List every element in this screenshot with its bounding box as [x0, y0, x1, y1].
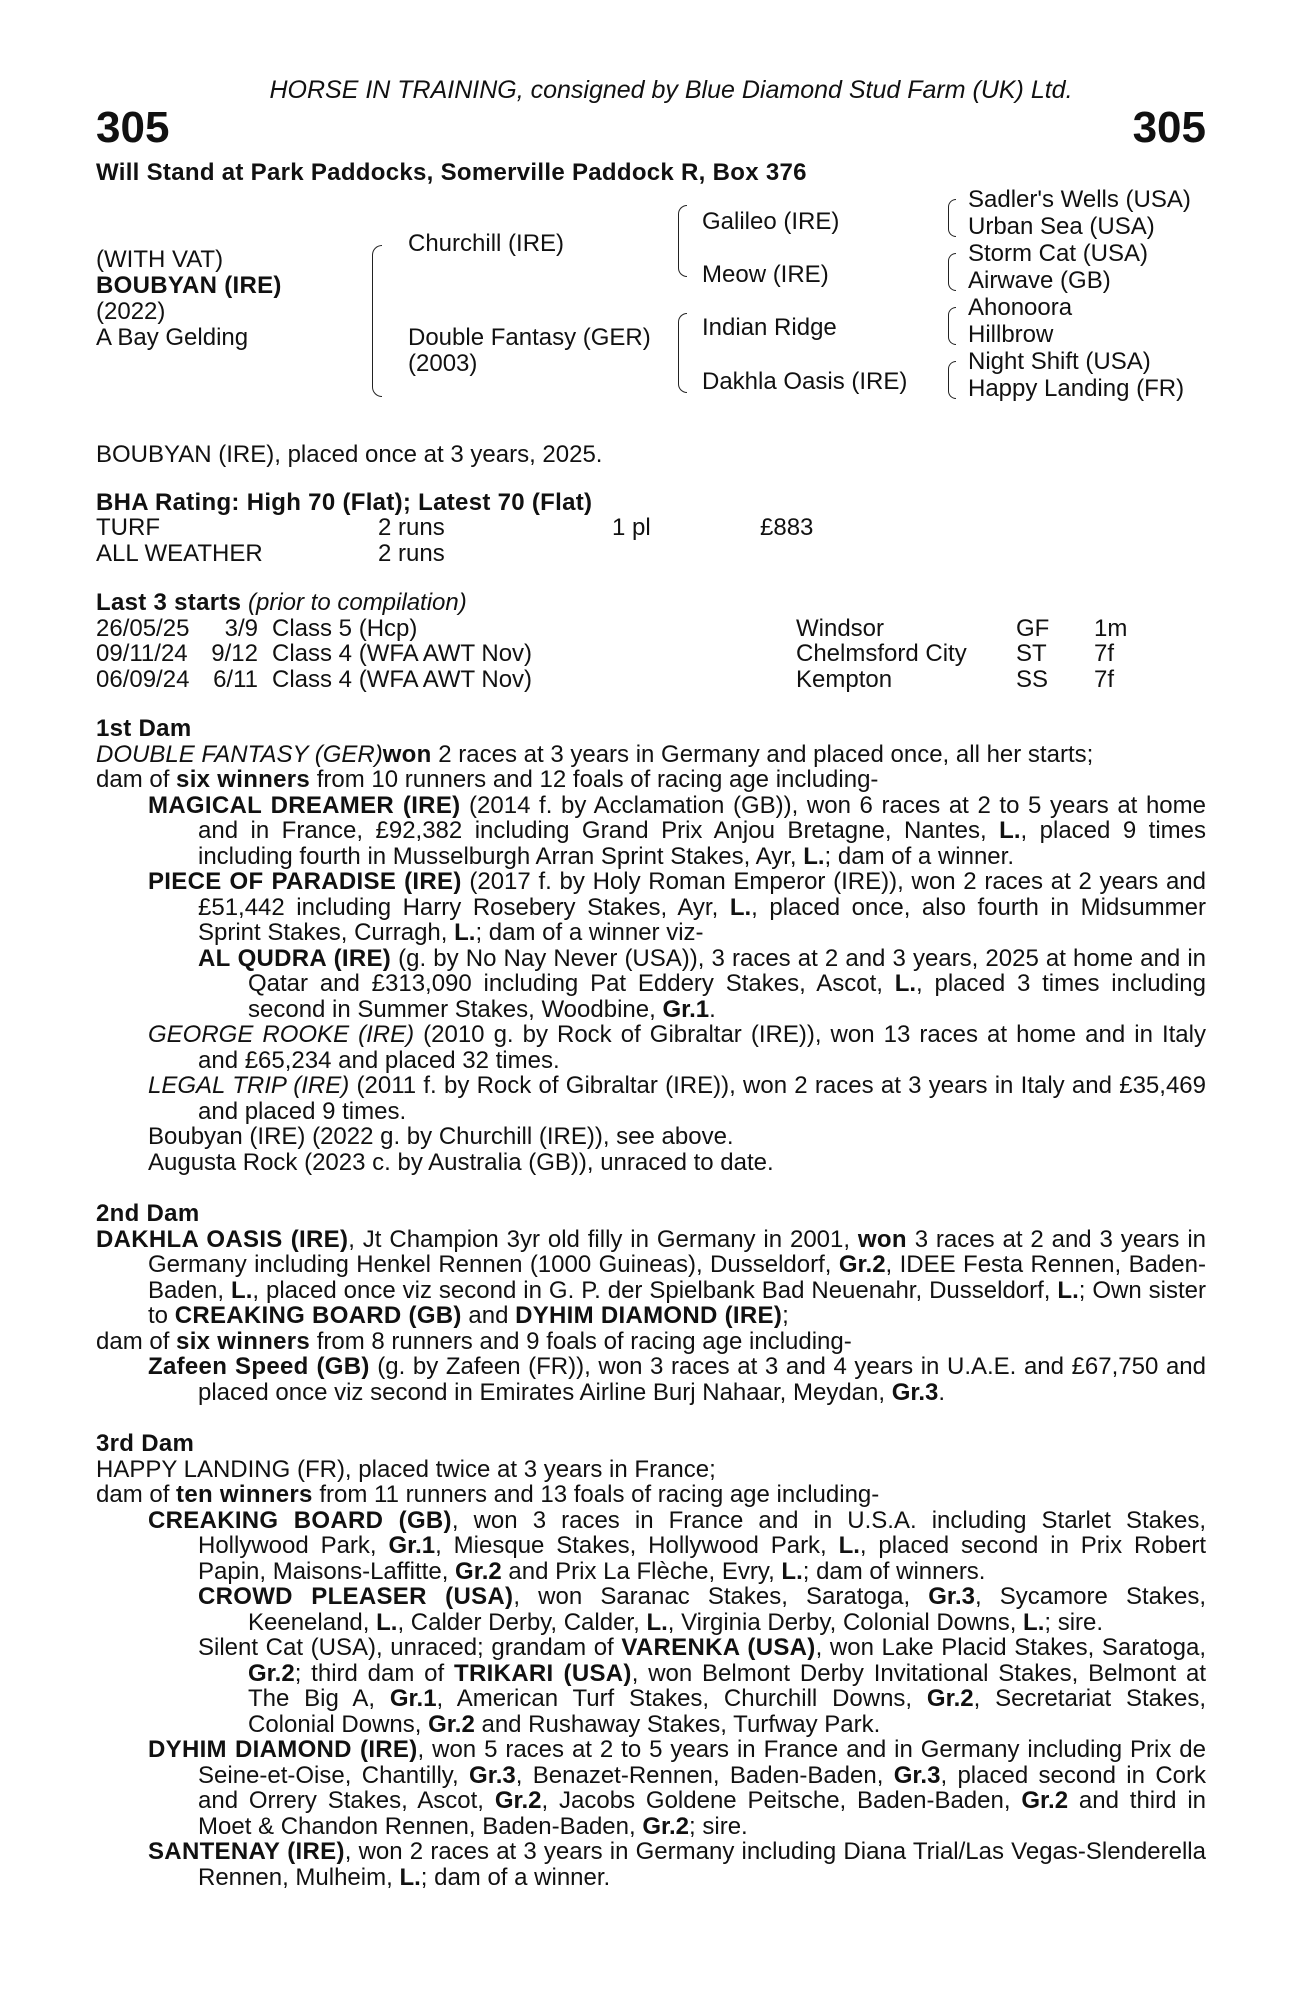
- grade-label: Gr.2: [455, 1557, 502, 1585]
- dam-name: DOUBLE FANTASY (GER): [96, 740, 383, 768]
- start-position: 3/9: [224, 614, 258, 642]
- progeny-text: , placed 3 times including second in Summer Stakes, Woodbine,: [248, 970, 1207, 1023]
- grade-label: L.: [781, 1557, 803, 1585]
- winners-count: six winners: [176, 1327, 311, 1355]
- start-course: Windsor: [796, 614, 885, 642]
- progeny-name: DYHIM DIAMOND (IRE): [148, 1736, 418, 1763]
- progeny-entry: [96, 793, 1206, 870]
- third-dam-section: [96, 1431, 1206, 1890]
- second-dam-intro: [96, 1227, 1206, 1329]
- progeny-name: MAGICAL DREAMER (IRE): [148, 791, 461, 819]
- progeny-text: ; sire.: [1044, 1608, 1104, 1636]
- sibling-name: DYHIM DIAMOND (IRE): [515, 1302, 783, 1329]
- intro-text: , placed once viz second in G. P. der Spielbank Bad Neuenahr, Dusseldorf,: [252, 1276, 1058, 1304]
- progeny-entry: [96, 1073, 1206, 1124]
- sibling-name: CREAKING BOARD (GB): [174, 1302, 462, 1329]
- start-race: Class 4 (WFA AWT Nov): [272, 640, 533, 667]
- dam-year: (2003): [408, 350, 478, 377]
- progeny-text: ; third dam of: [294, 1659, 455, 1687]
- dam-dam: Dakhla Oasis (IRE): [702, 368, 908, 395]
- winners-count: six winners: [176, 766, 311, 793]
- progeny-entry: [96, 1022, 1206, 1073]
- progeny-text: , Calder Derby, Calder,: [397, 1608, 647, 1636]
- rating-runs: 2 runs: [378, 514, 445, 541]
- stabling-line: Will Stand at Park Paddocks, Somerville Paddock R, Box 376: [96, 158, 807, 186]
- lot-number-left: 305: [96, 102, 170, 152]
- brace-main: [372, 245, 382, 397]
- produce-text: from 8 runners and 9 foals of racing age including-: [310, 1327, 852, 1355]
- sire-sire: Galileo (IRE): [702, 208, 840, 235]
- ancestor-1: Sadler's Wells (USA): [968, 186, 1191, 213]
- horse-name: BOUBYAN (IRE): [96, 272, 282, 299]
- grade-label: Gr.2: [838, 1251, 886, 1278]
- progeny-text: , won 5 races at 2 to 5 years in France and in Germany including Prix de Seine-et-Oise, Chantilly,: [198, 1736, 1206, 1789]
- start-race: Class 5 (Hcp): [272, 614, 418, 642]
- progeny-text: .: [938, 1378, 946, 1406]
- second-dam-produce: [96, 1329, 1206, 1355]
- ancestor-2: Urban Sea (USA): [968, 213, 1155, 240]
- progeny-entry: [96, 1584, 1206, 1635]
- progeny-text: , won Belmont Derby Invitational Stakes, Belmont at The Big A,: [248, 1659, 1206, 1712]
- third-dam-heading: 3rd Dam: [96, 1430, 195, 1457]
- progeny-text: , Benazet-Rennen, Baden-Baden,: [515, 1761, 894, 1789]
- grade-label: L.: [999, 817, 1021, 844]
- progeny-text: (g. by Zafeen (FR)), won 3 races at 3 and 4 years in U.A.E. and £67,750 and placed once viz second in Emirates Airline Burj Nahaar, Meydan,: [198, 1353, 1206, 1406]
- progeny-text: , won 2 races at 3 years in Germany including Diana Trial/Las Vegas-Slenderella Rennen, Mulheim,: [198, 1838, 1206, 1891]
- rating-title: BHA Rating: High 70 (Flat); Latest 70 (Flat): [96, 488, 593, 516]
- grade-label: L.: [646, 1608, 668, 1636]
- won-label: won: [382, 740, 432, 768]
- progeny-name: SANTENAY (IRE): [148, 1838, 345, 1865]
- start-date: 26/05/25: [96, 614, 190, 642]
- intro-text: , IDEE Festa Rennen, Baden-Baden,: [148, 1251, 1206, 1304]
- progeny-text: ; dam of a winner.: [824, 842, 1014, 870]
- grade-label: Gr.2: [248, 1659, 295, 1687]
- progeny-text: , won Lake Placid Stakes, Saratoga,: [815, 1634, 1206, 1661]
- summary-line: BOUBYAN (IRE), placed once at 3 years, 2025.: [96, 441, 603, 468]
- consignment-line: HORSE IN TRAINING, consigned by Blue Diamond Stud Farm (UK) Ltd.: [269, 76, 1073, 104]
- winners-count: ten winners: [176, 1481, 313, 1508]
- progeny-text: ; dam of winners.: [802, 1557, 986, 1585]
- progeny-text: , Sycamore Stakes, Keeneland,: [248, 1583, 1207, 1636]
- progeny-entry: Boubyan (IRE) (2022 g. by Churchill (IRE)), see above.: [148, 1123, 734, 1150]
- grade-label: Gr.1: [662, 995, 710, 1023]
- grade-label: Gr.1: [388, 1532, 436, 1559]
- progeny-text: ; sire.: [689, 1812, 748, 1840]
- progeny-text: Silent Cat (USA), unraced; grandam of: [198, 1634, 622, 1661]
- progeny-entry: [96, 869, 1206, 946]
- progeny-entry: [96, 1839, 1206, 1890]
- start-going: GF: [1016, 614, 1050, 642]
- brace-sire: [678, 205, 687, 277]
- first-dam-intro: [96, 742, 1206, 768]
- start-date: 09/11/24: [96, 640, 188, 667]
- won-label: won: [857, 1225, 907, 1253]
- sire: Churchill (IRE): [408, 230, 565, 257]
- second-dam-section: [96, 1201, 1206, 1405]
- grade-label: L.: [376, 1608, 398, 1636]
- intro-text: , Jt Champion 3yr old filly in Germany in 2001,: [348, 1225, 858, 1253]
- progeny-text: (2010 g. by Rock of Gibraltar (IRE)), won 13 races at home and in Italy and £65,234 and placed 32 times.: [198, 1021, 1206, 1074]
- start-course: Chelmsford City: [796, 640, 967, 667]
- grade-label: L.: [803, 842, 825, 870]
- grade-label: Gr.3: [469, 1761, 516, 1789]
- vat-note: (WITH VAT): [96, 246, 224, 273]
- dam-of-label: dam of: [96, 1481, 177, 1508]
- progeny-text: , Jacobs Goldene Peitsche, Baden-Baden,: [541, 1787, 1022, 1814]
- rating-placings: 1 pl: [612, 514, 651, 541]
- first-dam-heading: 1st Dam: [96, 715, 192, 742]
- last-starts-title: Last 3 starts: [96, 589, 242, 616]
- start-going: ST: [1016, 640, 1047, 667]
- progeny-entry: [96, 1354, 1206, 1405]
- first-dam-section: [96, 716, 1206, 1175]
- brace-g3: [948, 307, 956, 345]
- progeny-name: Zafeen Speed (GB): [148, 1353, 370, 1380]
- grade-label: L.: [894, 970, 917, 997]
- progeny-text: and Prix La Flèche, Evry,: [501, 1557, 782, 1585]
- grade-label: Gr.1: [389, 1685, 437, 1712]
- grade-label: L.: [1023, 1608, 1045, 1636]
- ancestor-7: Night Shift (USA): [968, 348, 1151, 375]
- horse-description: A Bay Gelding: [96, 324, 249, 351]
- produce-text: from 10 runners and 12 foals of racing age including-: [310, 766, 879, 793]
- progeny-name: TRIKARI (USA): [454, 1659, 632, 1687]
- grade-label: Gr.2: [642, 1812, 690, 1840]
- grade-label: Gr.3: [893, 1761, 941, 1789]
- intro-text: 3 races at 2 and 3 years in Germany including Henkel Rennen (1000 Guineas), Dusseldorf,: [148, 1225, 1206, 1278]
- dam-sire: Indian Ridge: [702, 314, 837, 341]
- dam-name: DAKHLA OASIS (IRE): [96, 1225, 349, 1253]
- ancestor-8: Happy Landing (FR): [968, 375, 1185, 402]
- dam: Double Fantasy (GER): [408, 324, 651, 351]
- start-row: [96, 667, 1206, 693]
- start-position: 9/12: [211, 640, 258, 667]
- grade-label: Gr.2: [494, 1787, 542, 1814]
- brace-g4: [948, 361, 956, 399]
- grade-label: L.: [399, 1863, 421, 1891]
- progeny-name: CROWD PLEASER (USA): [198, 1583, 514, 1610]
- progeny-text: , placed 9 times including fourth in Musselburgh Arran Sprint Stakes, Ayr,: [198, 817, 1206, 870]
- start-distance: 7f: [1094, 640, 1115, 667]
- pedigree-table: [96, 186, 1206, 402]
- grade-label: L.: [231, 1276, 253, 1304]
- sire-dam: Meow (IRE): [702, 261, 829, 288]
- progeny-entry: [96, 1508, 1206, 1585]
- progeny-text: (2011 f. by Rock of Gibraltar (IRE)), won 2 races at 3 years in Italy and £35,469 and placed 9 times.: [198, 1072, 1206, 1125]
- progeny-text: , won 3 races in France and in U.S.A. including Starlet Stakes, Hollywood Park,: [198, 1506, 1206, 1559]
- rating-earnings: £883: [760, 514, 814, 541]
- intro-text: ;: [782, 1302, 789, 1329]
- grade-label: Gr.2: [1021, 1787, 1069, 1814]
- grade-label: Gr.2: [428, 1710, 475, 1738]
- progeny-entry: Augusta Rock (2023 c. by Australia (GB)), unraced to date.: [148, 1148, 774, 1176]
- intro-text: ; Own sister to: [148, 1276, 1207, 1329]
- progeny-text: , won Saranac Stakes, Saratoga,: [513, 1583, 929, 1610]
- lot-number-row: [96, 102, 1206, 152]
- grade-label: Gr.3: [891, 1378, 939, 1406]
- last-starts-heading: [96, 590, 1206, 616]
- brace-dam: [678, 313, 687, 393]
- dam-of-label: dam of: [96, 766, 177, 793]
- horse-year: (2022): [96, 298, 166, 325]
- third-dam-intro: HAPPY LANDING (FR), placed twice at 3 years in France;: [96, 1455, 716, 1483]
- last-starts-note: (prior to compilation): [247, 589, 467, 616]
- third-dam-produce: [96, 1482, 1206, 1508]
- progeny-text: , placed second in Cork and Orrery Stakes, Ascot,: [198, 1761, 1206, 1814]
- ancestor-6: Hillbrow: [968, 321, 1054, 348]
- start-date: 06/09/24: [96, 665, 190, 693]
- start-position: 6/11: [213, 665, 258, 693]
- rating-row: [96, 515, 1206, 541]
- grade-label: L.: [729, 893, 752, 921]
- ancestor-3: Storm Cat (USA): [968, 240, 1149, 267]
- catalogue-page: [96, 78, 1206, 1890]
- grade-label: L.: [1057, 1276, 1079, 1304]
- grade-label: L.: [454, 919, 476, 946]
- grade-label: L.: [838, 1532, 860, 1559]
- progeny-name: GEORGE ROOKE (IRE): [148, 1021, 415, 1048]
- produce-text: from 11 runners and 13 foals of racing age including-: [312, 1481, 880, 1508]
- dam-of-label: dam of: [96, 1327, 177, 1355]
- rating-section: [96, 490, 1206, 567]
- rating-surface: TURF: [96, 514, 160, 541]
- start-row: [96, 616, 1206, 642]
- progeny-entry: [96, 1635, 1206, 1737]
- start-distance: 7f: [1094, 665, 1115, 693]
- progeny-text: , American Turf Stakes, Churchill Downs,: [436, 1685, 927, 1712]
- progeny-text: (2014 f. by Acclamation (GB)), won 6 races at 2 to 5 years at home and in France, £92,382 including Grand Prix Anjou Bretagne, Nantes,: [198, 791, 1206, 844]
- grade-label: Gr.2: [926, 1685, 974, 1712]
- intro-text: 2 races at 3 years in Germany and placed once, all her starts;: [431, 740, 1094, 768]
- start-course: Kempton: [796, 665, 893, 693]
- first-dam-produce: [96, 767, 1206, 793]
- progeny-text: , Virginia Derby, Colonial Downs,: [667, 1608, 1024, 1636]
- progeny-name: PIECE OF PARADISE (IRE): [148, 868, 462, 895]
- last-starts-section: [96, 590, 1206, 692]
- progeny-name: AL QUDRA (IRE): [198, 944, 392, 972]
- progeny-entry: [96, 946, 1206, 1023]
- progeny-name: LEGAL TRIP (IRE): [148, 1072, 350, 1099]
- progeny-name: CREAKING BOARD (GB): [148, 1506, 452, 1534]
- progeny-text: , Secretariat Stakes, Colonial Downs,: [248, 1685, 1207, 1738]
- rating-row: [96, 541, 1206, 567]
- rating-surface: ALL WEATHER: [96, 539, 263, 567]
- progeny-text: , placed second in Prix Robert Papin, Maisons-Laffitte,: [198, 1532, 1206, 1585]
- start-row: [96, 641, 1206, 667]
- ancestor-4: Airwave (GB): [968, 267, 1111, 294]
- intro-text: and: [461, 1302, 516, 1329]
- start-distance: 1m: [1094, 614, 1128, 642]
- progeny-text: ; dam of a winner viz-: [475, 919, 704, 946]
- grade-label: Gr.3: [928, 1583, 975, 1610]
- progeny-text: .: [709, 995, 716, 1023]
- progeny-name: VARENKA (USA): [621, 1634, 816, 1661]
- progeny-text: ; dam of a winner.: [420, 1863, 611, 1891]
- start-race: Class 4 (WFA AWT Nov): [272, 665, 533, 693]
- lot-number-right: 305: [1132, 102, 1206, 152]
- rating-runs: 2 runs: [378, 539, 445, 567]
- brace-g1: [948, 199, 956, 237]
- progeny-text: , Miesque Stakes, Hollywood Park,: [435, 1532, 839, 1559]
- progeny-entry: [96, 1737, 1206, 1839]
- second-dam-heading: 2nd Dam: [96, 1200, 200, 1227]
- progeny-text: (2017 f. by Holy Roman Emperor (IRE)), won 2 races at 2 years and £51,442 including Harry Rosebery Stakes, Ayr,: [198, 868, 1206, 921]
- start-going: SS: [1016, 665, 1049, 693]
- progeny-text: and third in Moet & Chandon Rennen, Baden-Baden,: [198, 1787, 1206, 1840]
- progeny-text: (g. by No Nay Never (USA)), 3 races at 2 and 3 years, 2025 at home and in Qatar and £313,090 including Pat Eddery Stakes, Ascot,: [248, 944, 1206, 997]
- progeny-text: and Rushaway Stakes, Turfway Park.: [474, 1710, 881, 1738]
- brace-g2: [948, 253, 956, 291]
- progeny-text: , placed once, also fourth in Midsummer Sprint Stakes, Curragh,: [198, 893, 1207, 946]
- ancestor-5: Ahonoora: [968, 294, 1073, 321]
